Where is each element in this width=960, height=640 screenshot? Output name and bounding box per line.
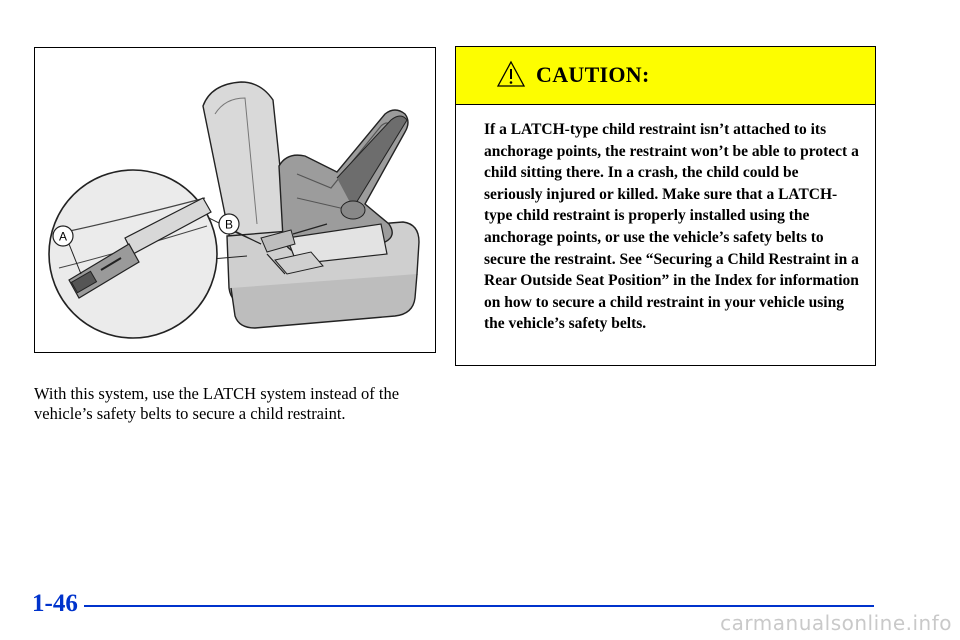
seat-back	[203, 82, 287, 244]
warning-triangle-icon	[496, 60, 526, 88]
watermark: carmanualsonline.info	[720, 611, 952, 635]
caution-header	[456, 47, 875, 105]
caution-text: If a LATCH-type child restraint isn’t attached to its anchorage points, the restraint won’t be able to protect a child sitting there. In a crash, the child could be seriously injured or killed. Make sure that a LATCH-type child restraint is properly installed using the anchorage points, or use the vehicle’s safety belts to secure the restraint. See “Securing a Child Restraint in a Rear Outside Seat Position” in the Index for information on how to secure a child restraint in your vehicle using the vehicle’s safety belts.	[484, 121, 859, 333]
caution-title: CAUTION:	[536, 62, 650, 87]
body-paragraph: With this system, use the LATCH system instead of the vehicle’s safety belts to secure a child restraint.	[34, 384, 400, 423]
footer-divider	[84, 605, 874, 607]
latch-illustration	[34, 47, 436, 353]
page-number: 1-46	[32, 590, 78, 617]
callout-b-label: B	[224, 217, 234, 232]
caution-box	[455, 46, 876, 366]
callout-a-label: A	[58, 229, 68, 244]
